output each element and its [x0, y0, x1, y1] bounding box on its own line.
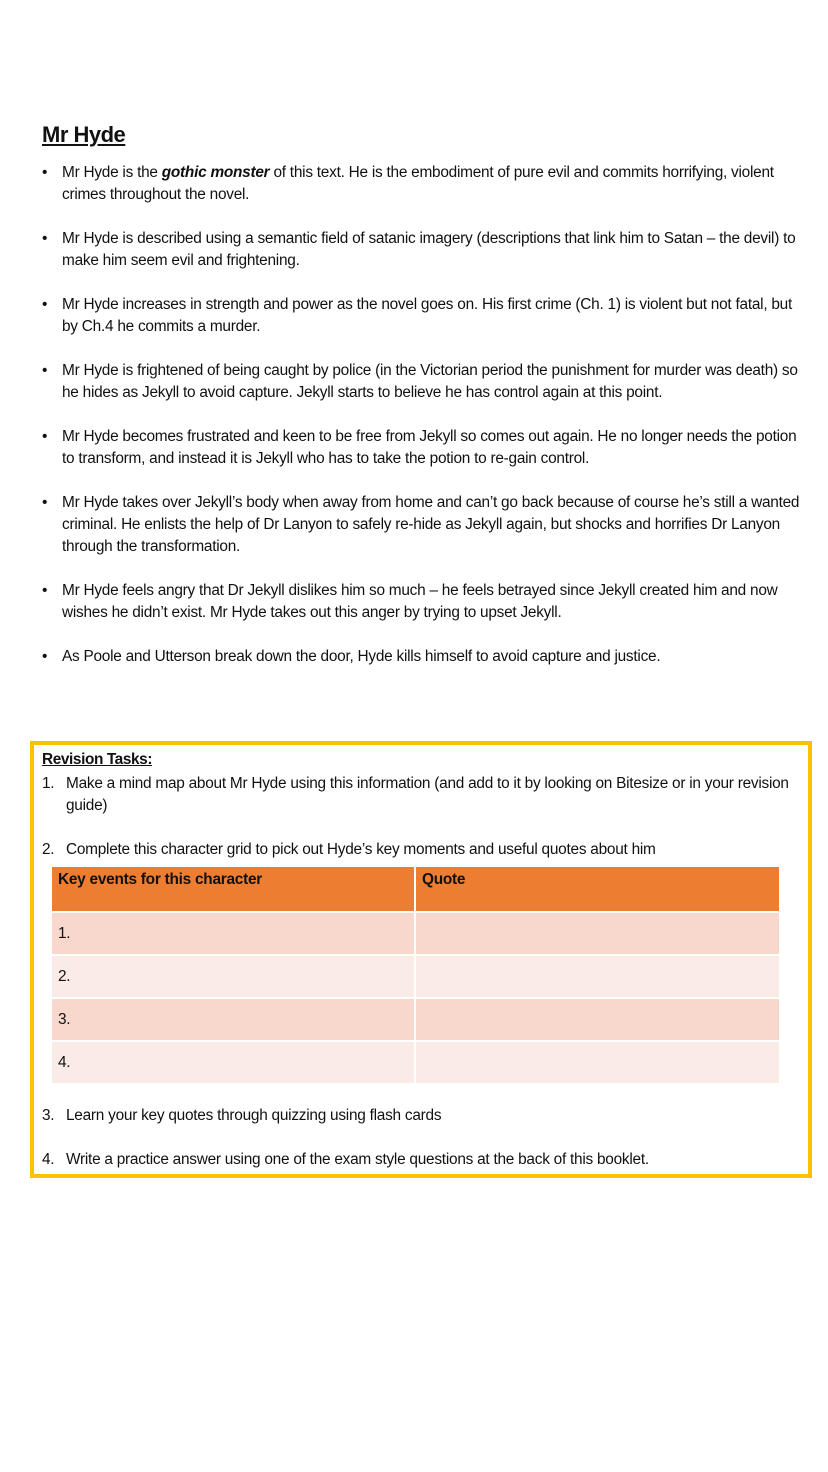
table-row [52, 1041, 780, 1083]
character-grid [52, 867, 781, 1083]
quote-cell[interactable] [415, 955, 780, 998]
event-cell[interactable]: 4. [52, 1041, 415, 1083]
header-key-events: Key events for this character [52, 867, 415, 912]
task-4: 4. Write a practice answer using one of the exam style questions at the back of this booklet. [42, 1151, 649, 1168]
bullet-item: • Mr Hyde is the gothic monster of this text. He is the embodiment of pure evil and commits horrifying, violent crimes throughout the novel. [42, 164, 774, 203]
bullet-item: • Mr Hyde increases in strength and power as the novel goes on. His first crime (Ch. 1) is violent but not fatal, but by Ch.4 he commits a murder. [42, 296, 793, 335]
header-quote: Quote [415, 867, 780, 912]
bullet-item: • Mr Hyde feels angry that Dr Jekyll dislikes him so much – he feels betrayed since Jekyll created him and now wishes he didn’t exist. Mr Hyde takes out this anger by trying to upset Jekyll. [42, 582, 778, 621]
bullet-list [42, 162, 806, 690]
table-row [52, 998, 780, 1041]
table-row [52, 955, 780, 998]
bullet-icon: • [42, 362, 48, 379]
quote-cell[interactable] [415, 1041, 780, 1083]
bullet-icon: • [42, 494, 48, 511]
quote-cell[interactable] [415, 912, 780, 955]
bullet-item: • Mr Hyde becomes frustrated and keen to be free from Jekyll so comes out again. He no longer needs the potion to transform, and instead it is Jekyll who has to take the potion to re-gain control. [42, 428, 797, 467]
emphasis: gothic monster [161, 164, 270, 181]
page-title: Mr Hyde [42, 122, 126, 147]
bullet-item: • Mr Hyde is described using a semantic field of satanic imagery (descriptions that link him to Satan – the devil) to make him seem evil and frightening. [42, 230, 796, 269]
revision-tasks-box [30, 741, 812, 1178]
task-2: 2. Complete this character grid to pick out Hyde’s key moments and useful quotes about him [42, 841, 656, 858]
bullet-icon: • [42, 164, 48, 181]
quote-cell[interactable] [415, 998, 780, 1041]
bullet-icon: • [42, 230, 48, 247]
bullet-icon: • [42, 428, 48, 445]
event-cell[interactable]: 3. [52, 998, 415, 1041]
bullet-icon: • [42, 582, 48, 599]
bullet-icon: • [42, 296, 48, 313]
task-3: 3. Learn your key quotes through quizzing using flash cards [42, 1107, 442, 1124]
bullet-icon: • [42, 648, 48, 665]
table-row [52, 912, 780, 955]
bullet-item: • Mr Hyde takes over Jekyll’s body when away from home and can’t go back because of course he’s still a wanted criminal. He enlists the help of Dr Lanyon to safely re-hide as Jekyll again, but shocks and horrifies Dr Lanyon through the transformation. [42, 494, 800, 555]
event-cell[interactable]: 1. [52, 912, 415, 955]
event-cell[interactable]: 2. [52, 955, 415, 998]
revision-heading: Revision Tasks: [42, 751, 153, 768]
task-1: 1. Make a mind map about Mr Hyde using this information (and add to it by looking on Bitesize or in your revision guide) [42, 775, 789, 814]
bullet-item: • Mr Hyde is frightened of being caught by police (in the Victorian period the punishment for murder was death) so he hides as Jekyll to avoid capture. Jekyll starts to believe he has control again at this point. [42, 362, 798, 401]
bullet-item: • As Poole and Utterson break down the door, Hyde kills himself to avoid capture and justice. [42, 646, 806, 668]
